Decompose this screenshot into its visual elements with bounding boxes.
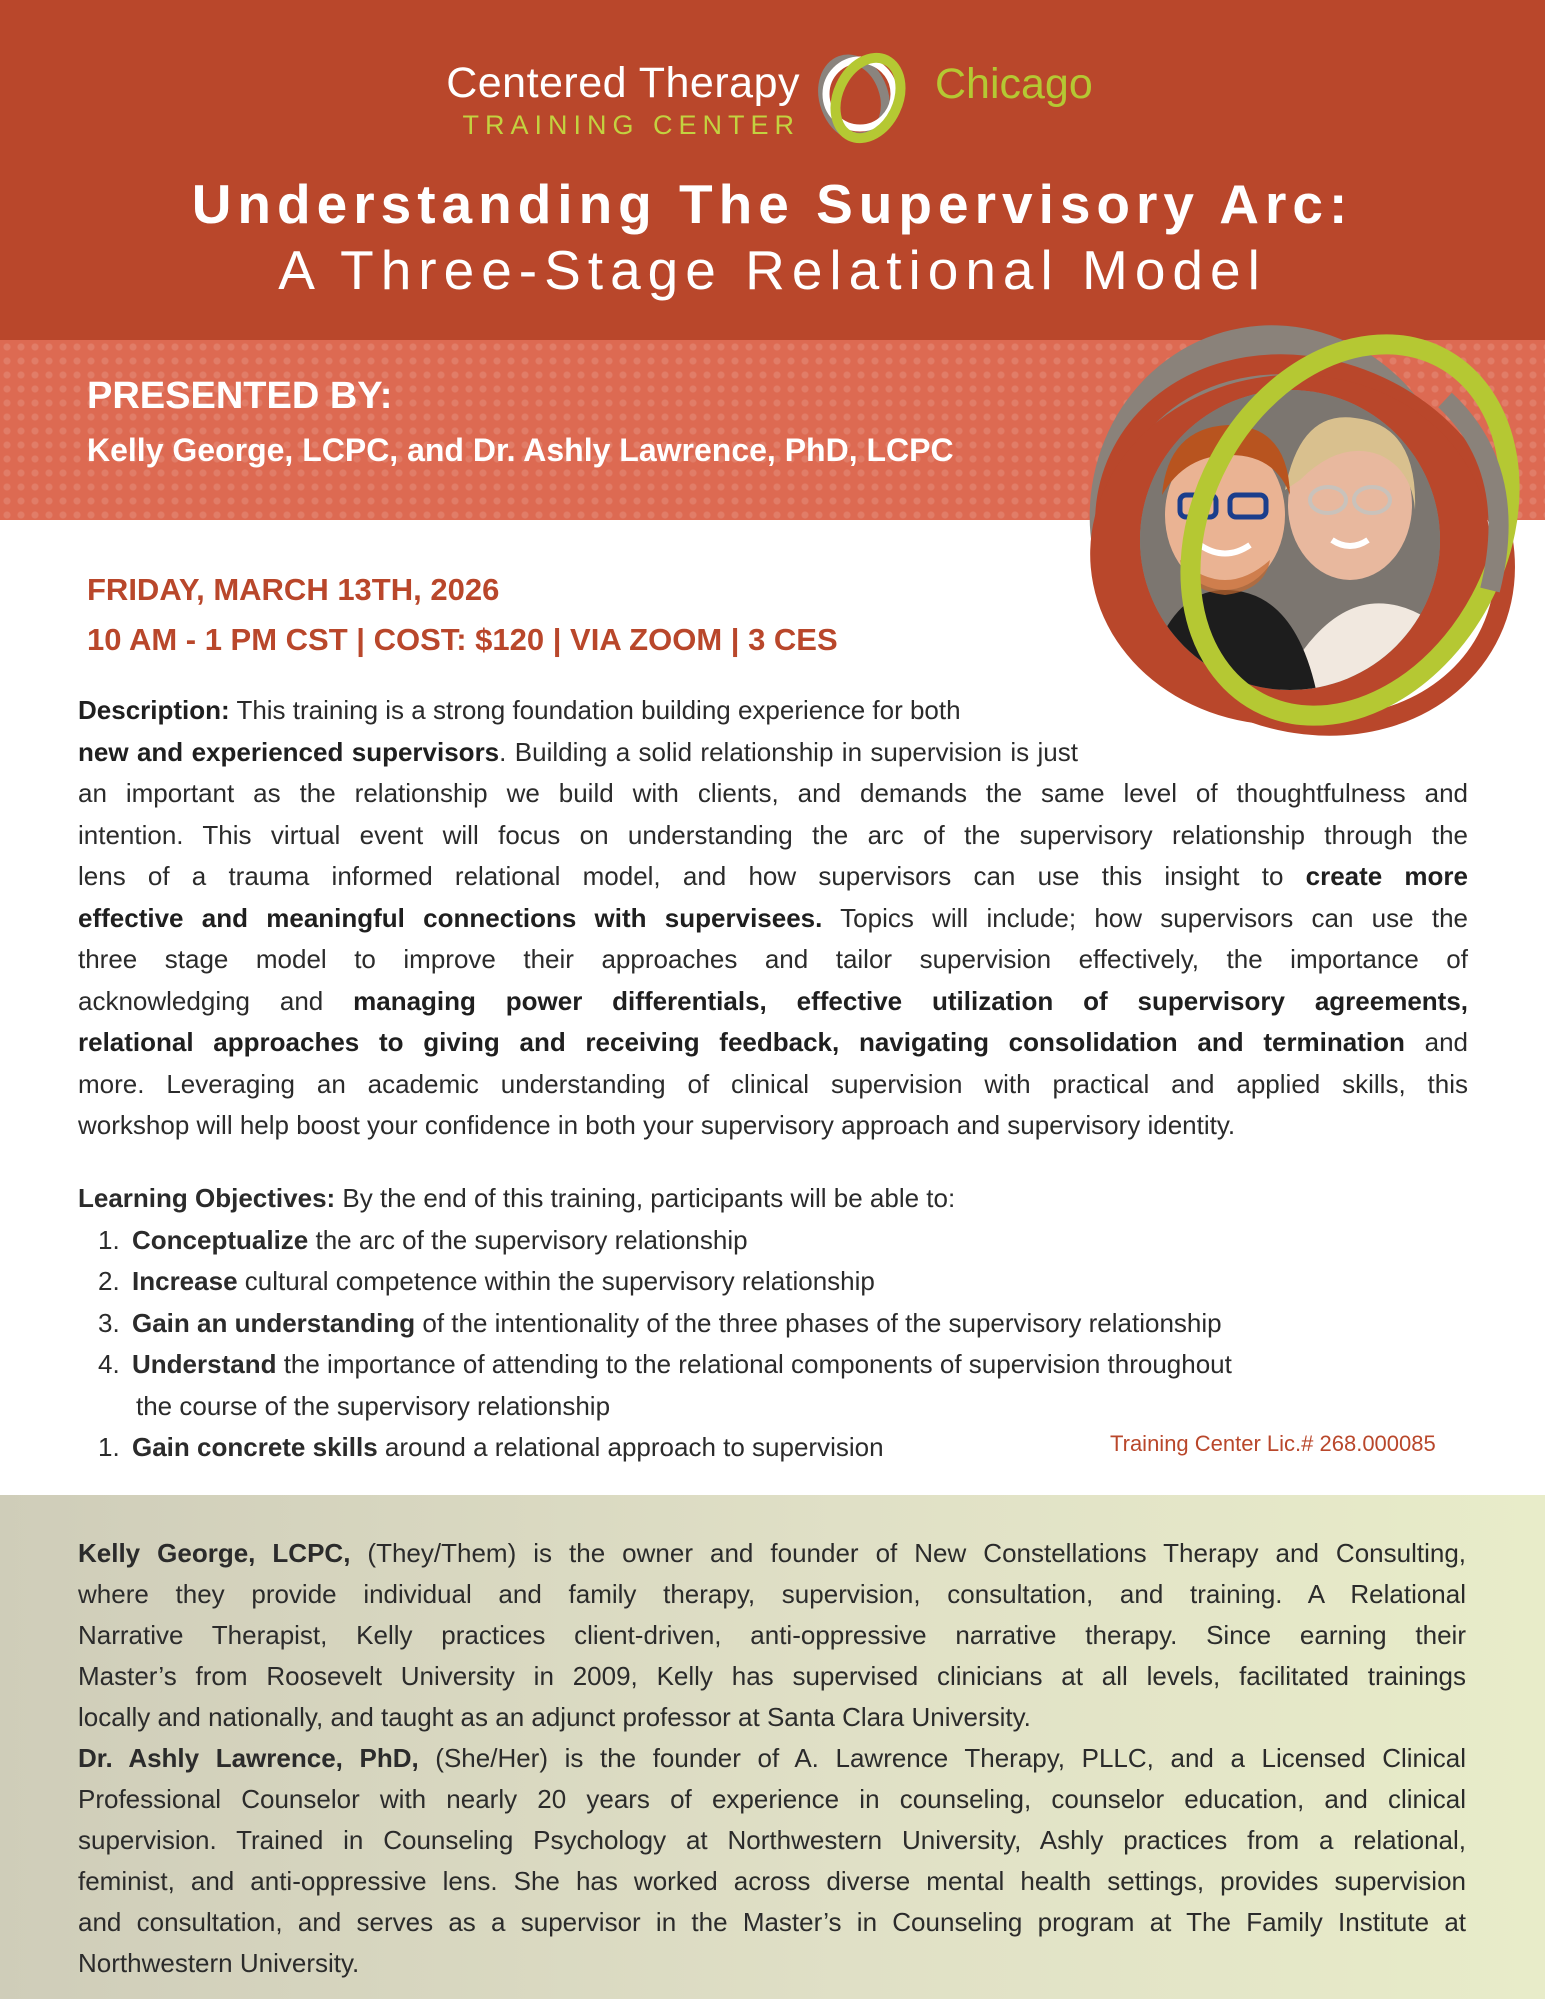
license-number: Training Center Lic.# 268.000085 xyxy=(1110,1431,1436,1456)
learning-objectives-heading xyxy=(78,1178,1478,1220)
text-line xyxy=(78,1574,1466,1615)
text: acknowledging and xyxy=(78,985,354,1016)
text: . Building a solid relationship in supervision is just xyxy=(499,736,1078,767)
logo-centered-therapy: Centered Therapy xyxy=(446,59,800,107)
text-line xyxy=(78,1902,1466,1943)
bold-text: relational approaches to giving and receiving feedback, navigating consolidation and termination xyxy=(78,1027,1405,1057)
bold-text: Dr. Ashly Lawrence, PhD, xyxy=(78,1743,419,1773)
objective-item xyxy=(78,1303,1478,1345)
text: and consultation, and serves as a supervisor in the Master’s in Counseling program at The Family Institute at xyxy=(78,1907,1466,1937)
text: supervision. Trained in Counseling Psychology at Northwestern University, Ashly practices from a relational, xyxy=(78,1825,1466,1855)
text-line xyxy=(78,1656,1466,1697)
text: Northwestern University. xyxy=(78,1948,360,1978)
presenter-names: Kelly George, LCPC, and Dr. Ashly Lawrence, PhD, LCPC xyxy=(87,432,954,468)
text-line xyxy=(78,1533,1466,1574)
objective-number: 2. xyxy=(98,1266,120,1296)
text: more. Leveraging an academic understanding of clinical supervision with practical and applied skills, this xyxy=(78,1068,1468,1099)
text: an important as the relationship we build with clients, and demands the same level of thoughtfulness and xyxy=(78,778,1468,808)
logo-chicago: Chicago xyxy=(935,60,1093,108)
description-label: Description: xyxy=(78,695,230,725)
learning-objectives-label: Learning Objectives: xyxy=(78,1183,336,1213)
event-details: 10 AM - 1 PM CST | COST: $120 | VIA ZOOM | 3 CES xyxy=(87,622,838,657)
text: This training is a strong foundation building experience for both xyxy=(229,695,961,725)
text-line xyxy=(78,1697,1466,1738)
title-line-1: Understanding The Supervisory Arc: xyxy=(191,173,1354,235)
logo-training-center: TRAINING CENTER xyxy=(462,110,800,140)
text-line xyxy=(78,773,1468,815)
text: (They/Them) is the owner and founder of New Constellations Therapy and Consulting, xyxy=(350,1538,1467,1568)
text-line xyxy=(78,1779,1466,1820)
bios-section xyxy=(0,1495,1545,1999)
bold-text: new and experienced supervisors xyxy=(78,736,500,767)
event-info xyxy=(87,565,838,665)
text-line xyxy=(78,1064,1468,1106)
objective-text: of the intentionality of the three phases of the supervisory relationship xyxy=(415,1307,1222,1338)
objective-number: 1. xyxy=(98,1224,120,1255)
text: where they provide individual and family therapy, supervision, consultation, and training. A Relational xyxy=(78,1579,1466,1609)
text-line xyxy=(78,1022,1468,1064)
text-line xyxy=(78,856,1468,898)
logo-text-left xyxy=(440,60,800,140)
rings-logo-icon xyxy=(810,40,910,150)
title-line-2: A Three-Stage Relational Model xyxy=(278,239,1267,301)
text-line xyxy=(78,732,1078,774)
description xyxy=(78,690,1468,1147)
text: intention. This virtual event will focus on understanding the arc of the supervisory relationship through the xyxy=(78,819,1468,850)
objective-keyword: Conceptualize xyxy=(132,1224,309,1255)
text: (She/Her) is the founder of A. Lawrence Therapy, PLLC, and a Licensed Clinical xyxy=(418,1743,1466,1773)
text-line xyxy=(78,690,1178,732)
logo xyxy=(440,40,1140,150)
text-line xyxy=(78,1861,1466,1902)
learning-objectives xyxy=(78,1178,1478,1469)
text: feminist, and anti-oppressive lens. She has worked across diverse mental health settings, provides supervision xyxy=(78,1866,1466,1896)
text-line xyxy=(78,1105,1468,1147)
text: three stage model to improve their approaches and tailor supervision effectively, the importance of xyxy=(78,944,1468,974)
bio-ashly-lawrence xyxy=(78,1738,1466,1984)
text: and xyxy=(1404,1027,1468,1057)
bio-kelly-george xyxy=(78,1533,1466,1738)
objective-text: the importance of attending to the relational components of supervision throughout xyxy=(276,1349,1232,1379)
text-line xyxy=(78,939,1468,981)
text-line xyxy=(78,815,1468,857)
learning-objectives-intro: By the end of this training, participants will be able to: xyxy=(335,1183,956,1213)
objective-number: 3. xyxy=(98,1307,120,1338)
text-line xyxy=(78,1820,1466,1861)
text: lens of a trauma informed relational model, and how supervisors can use this insight to xyxy=(78,861,1306,891)
objective-keyword: Understand xyxy=(132,1349,277,1379)
presented-by-label: PRESENTED BY: xyxy=(87,375,393,417)
text-line xyxy=(78,898,1468,940)
objective-item xyxy=(78,1261,1478,1303)
objective-keyword: Increase xyxy=(132,1266,238,1296)
objective-item xyxy=(78,1344,1478,1386)
objective-number: 1. xyxy=(98,1432,120,1462)
objective-number: 4. xyxy=(98,1349,120,1379)
bold-text: create more xyxy=(1305,861,1469,891)
event-date: FRIDAY, MARCH 13TH, 2026 xyxy=(87,572,500,607)
bold-text: effective and meaningful connections with supervisees. xyxy=(78,902,823,933)
objective-keyword: Gain concrete skills xyxy=(132,1432,378,1462)
text: workshop will help boost your confidence in both your supervisory approach and supervisory identity. xyxy=(78,1110,1236,1140)
objective-text: cultural competence within the supervisory relationship xyxy=(237,1266,875,1296)
text-line xyxy=(78,1943,1466,1984)
text: Narrative Therapist, Kelly practices client-driven, anti-oppressive narrative therapy. Since earning their xyxy=(78,1620,1466,1650)
objective-text-continued: the course of the supervisory relationship xyxy=(136,1390,611,1421)
text: Master’s from Roosevelt University in 2009, Kelly has supervised clinicians at all levels, facilitated trainings xyxy=(78,1661,1466,1691)
bold-text: Kelly George, LCPC, xyxy=(78,1538,351,1568)
objective-text: around a relational approach to supervision xyxy=(377,1432,884,1462)
text-line xyxy=(78,1738,1466,1779)
text-line xyxy=(78,981,1468,1023)
header-banner xyxy=(0,0,1545,340)
objective-text: the arc of the supervisory relationship xyxy=(308,1224,748,1255)
objective-item xyxy=(78,1220,1478,1262)
text: Topics will include; how supervisors can use the xyxy=(822,902,1468,933)
objective-keyword: Gain an understanding xyxy=(132,1307,416,1338)
text-line xyxy=(78,1615,1466,1656)
bold-text: managing power differentials, effective utilization of supervisory agreements, xyxy=(353,985,1468,1016)
text: locally and nationally, and taught as an adjunct professor at Santa Clara University. xyxy=(78,1702,1031,1732)
text: Professional Counselor with nearly 20 years of experience in counseling, counselor education, and clinical xyxy=(78,1784,1466,1814)
